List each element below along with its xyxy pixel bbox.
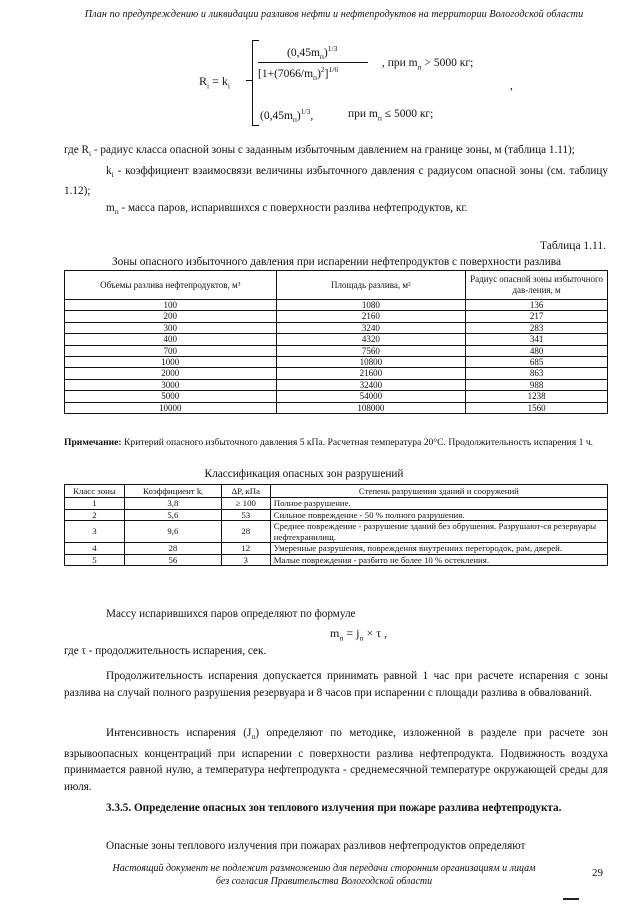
table-row bbox=[65, 521, 608, 543]
table-cell: 28 bbox=[124, 543, 221, 555]
note-text: Критерий опасного избыточного давления 5 кПа. Расчетная температура 20°С. Продолжительность испарения 1 ч. bbox=[121, 437, 594, 448]
table-row bbox=[65, 391, 608, 402]
footer-line1: Настоящий документ не подлежит размножению для передачи сторонним организациям и лицам bbox=[112, 863, 536, 874]
table-cell: 3 bbox=[221, 554, 270, 566]
scan-mark bbox=[563, 898, 579, 900]
table-cell: 685 bbox=[466, 357, 608, 368]
table-row bbox=[65, 368, 608, 379]
table1-header-cell: Радиус опасной зоны избыточного дав-ления, м bbox=[466, 271, 608, 300]
table2-header-cell: ΔP, кПа bbox=[221, 485, 270, 498]
table2-header-cell: Класс зоны bbox=[65, 485, 125, 498]
table-cell: 400 bbox=[65, 334, 277, 345]
table1-note bbox=[64, 436, 608, 449]
table-cell: 10000 bbox=[65, 402, 277, 413]
table-cell: 53 bbox=[221, 509, 270, 521]
table-cell: 21600 bbox=[276, 368, 466, 379]
table-cell: 480 bbox=[466, 345, 608, 356]
formula-case1-denominator: $[1+(7066/m_п)^2]^{1/6}$ bbox=[258, 65, 339, 83]
definitions bbox=[64, 142, 608, 221]
table-cell: 4320 bbox=[276, 334, 466, 345]
table-cell: 9,6 bbox=[124, 521, 221, 543]
table-cell: 1 bbox=[65, 498, 125, 510]
table-cell: 32400 bbox=[276, 379, 466, 390]
definition-ri: где $R_i$ - радиус класса опасной зоны с заданным избыточным давлением на границе зоны, м (таблица 1.11); bbox=[64, 144, 575, 159]
table-cell: 5,6 bbox=[124, 509, 221, 521]
table-cell: 1000 bbox=[65, 357, 277, 368]
table-cell: 7560 bbox=[276, 345, 466, 356]
definition-ki: $k_i$ - коэффициент взаимосвязи величины избыточного давления с радиусом опасной зоны (см. таблицу 1.12); bbox=[64, 164, 608, 198]
formula-case1-numerator: $(0,45m_п)^{1/3}$ bbox=[287, 44, 338, 62]
formula-fraction-bar bbox=[258, 62, 368, 63]
table1-header-cell: Объемы разлива нефтепродуктов, м³ bbox=[65, 271, 277, 300]
table-row bbox=[65, 345, 608, 356]
table-cell: 200 bbox=[65, 311, 277, 322]
table-cell: 300 bbox=[65, 322, 277, 333]
table-cell: 136 bbox=[466, 300, 608, 311]
table-row bbox=[65, 554, 608, 566]
table-cell: ≥ 100 bbox=[221, 498, 270, 510]
table-cell: 863 bbox=[466, 368, 608, 379]
table-cell: 54000 bbox=[276, 391, 466, 402]
table-cell: 108000 bbox=[276, 402, 466, 413]
table-cell: 2160 bbox=[276, 311, 466, 322]
table1-header-row bbox=[65, 271, 608, 300]
table-cell: Сильное повреждение - 50 % полного разрушения. bbox=[270, 509, 607, 521]
table-cell: 12 bbox=[221, 543, 270, 555]
footer bbox=[80, 862, 568, 888]
table-cell: 4 bbox=[65, 543, 125, 555]
table-row bbox=[65, 509, 608, 521]
table2-header-cell: Коэффициент kᵢ bbox=[124, 485, 221, 498]
table1-caption: Зоны опасного избыточного давления при испарении нефтепродуктов с поверхности разлива bbox=[112, 256, 561, 268]
table-cell: 1560 bbox=[466, 402, 608, 413]
table-row bbox=[65, 379, 608, 390]
running-header: План по предупреждению и ликвидации разливов нефти и нефтепродуктов на территории Вологодской области bbox=[84, 9, 584, 20]
table2-caption: Классификация опасных зон разрушений bbox=[204, 468, 404, 480]
table-cell: 3,8 bbox=[124, 498, 221, 510]
mass-formula: $m_п = j_п \times \tau$ , bbox=[330, 626, 388, 643]
table-cell: Среднее повреждение - разрушение зданий без обрушения. Разрушают-ся резервуары нефтехранилищ. bbox=[270, 521, 607, 543]
table-cell: Полное разрушение. bbox=[270, 498, 607, 510]
table1 bbox=[64, 270, 608, 414]
table-cell: 217 bbox=[466, 311, 608, 322]
formula-case2: $(0,45m_п)^{1/3}$, bbox=[260, 107, 314, 125]
table-row bbox=[65, 322, 608, 333]
table-row bbox=[65, 498, 608, 510]
table-cell: 5000 bbox=[65, 391, 277, 402]
definition-mn: $m_п$ - масса паров, испарившихся с поверхности разлива нефтепродуктов, кг. bbox=[106, 201, 468, 217]
table-cell: 100 bbox=[65, 300, 277, 311]
table-cell: 1080 bbox=[276, 300, 466, 311]
table-cell: 700 bbox=[65, 345, 277, 356]
footer-line2: без согласия Правительства Вологодской области bbox=[215, 876, 433, 887]
table2 bbox=[64, 484, 608, 566]
table-row bbox=[65, 300, 608, 311]
table-cell: Малые повреждения - разбито не более 10 % остекления. bbox=[270, 554, 607, 566]
page-number: 29 bbox=[592, 867, 603, 879]
note-label: Примечание: bbox=[64, 437, 122, 448]
table-cell: 3240 bbox=[276, 322, 466, 333]
table-cell: 2 bbox=[65, 509, 125, 521]
table-cell: 28 bbox=[221, 521, 270, 543]
paragraph-thermal: Опасные зоны теплового излучения при пожарах разливов нефтепродуктов определяют bbox=[106, 840, 526, 852]
table-cell: 1238 bbox=[466, 391, 608, 402]
table-cell: 3000 bbox=[65, 379, 277, 390]
table-cell: 56 bbox=[124, 554, 221, 566]
table-row bbox=[65, 311, 608, 322]
table-cell: 3 bbox=[65, 521, 125, 543]
table-cell: 988 bbox=[466, 379, 608, 390]
paragraph-intensity: Интенсивность испарения $(J_п)$ определяют по методике, изложенной в разделе при расчете зон взрывоопасных концентраций при испарении с поверхности разлива нефтепродукта. Подвижность воздуха принимается равной нулю, а температура нефтепродукта - среднемесячной температуре окружающей среды для июля. bbox=[64, 727, 608, 793]
table-cell: Умеренные разрушения, повреждения внутренних перегородок, рам, дверей. bbox=[270, 543, 607, 555]
mass-intro: Массу испарившихся паров определяют по формуле bbox=[106, 608, 356, 620]
formula-case2-condition: при $m_п \le 5000$ кг; bbox=[348, 108, 434, 123]
table-cell: 10800 bbox=[276, 357, 466, 368]
formula-case1-condition: , при $m_п > 5000$ кг; bbox=[382, 57, 474, 72]
formula-trailing-comma: , bbox=[510, 80, 513, 92]
tau-definition: где τ - продолжительность испарения, сек. bbox=[64, 645, 267, 657]
formula-brace-tip bbox=[246, 80, 253, 81]
table1-header-cell: Площадь разлива, м² bbox=[276, 271, 466, 300]
formula-lhs: $R_i = k_i$ bbox=[199, 74, 230, 91]
formula-brace bbox=[252, 40, 259, 126]
section-heading: 3.3.5. Определение опасных зон теплового излучения при пожаре разлива нефтепродукта. bbox=[106, 802, 562, 814]
table1-label: Таблица 1.11. bbox=[540, 240, 607, 252]
table-row bbox=[65, 402, 608, 413]
table-cell: 283 bbox=[466, 322, 608, 333]
table2-header-cell: Степень разрушения зданий и сооружений bbox=[270, 485, 607, 498]
table2-header-row bbox=[65, 485, 608, 498]
table-cell: 341 bbox=[466, 334, 608, 345]
table-cell: 2000 bbox=[65, 368, 277, 379]
table-cell: 5 bbox=[65, 554, 125, 566]
table-row bbox=[65, 543, 608, 555]
table-row bbox=[65, 334, 608, 345]
paragraph-duration: Продолжительность испарения допускается принимать равной 1 час при расчете испарения с зоны разлива на случай полного разрушения резервуара и 8 часов при испарении с площади разлива в обвалований. bbox=[64, 670, 608, 699]
table-row bbox=[65, 357, 608, 368]
